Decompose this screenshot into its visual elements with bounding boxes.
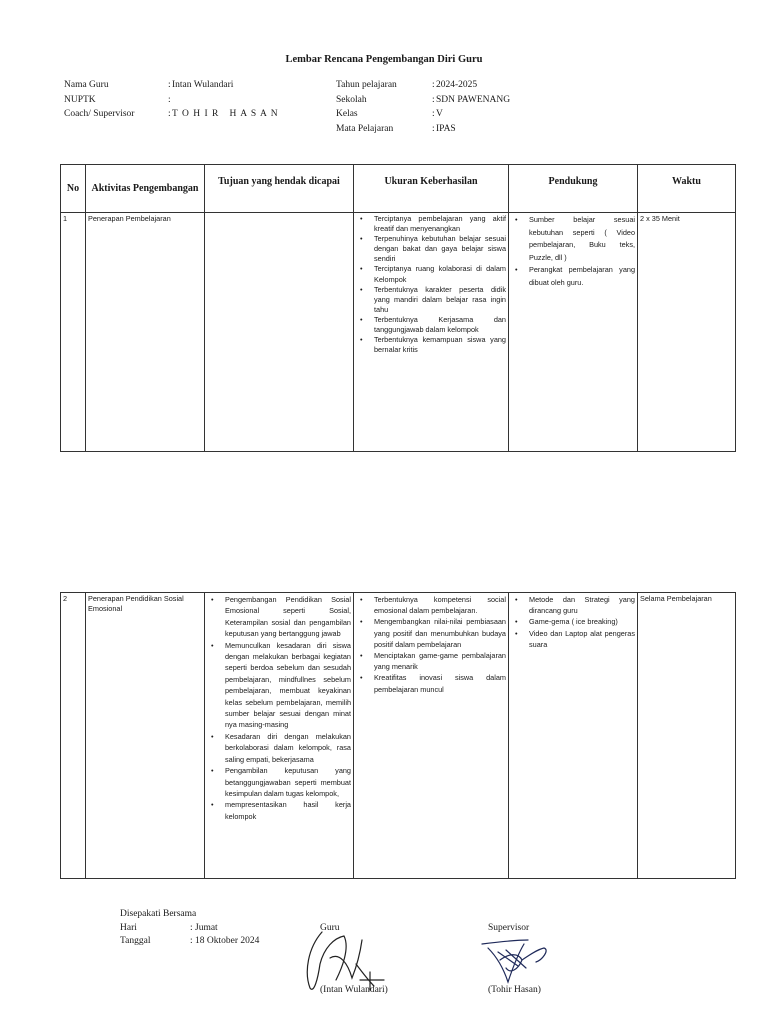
info-colon: : xyxy=(168,94,171,105)
info-colon: : xyxy=(432,123,435,134)
plan-table-2 xyxy=(60,592,736,879)
info-colon: : xyxy=(190,922,193,933)
list-item: • Terpenuhinya kebutuhan belajar sesuai dengan bakat dan gaya belajar siswa sendiri xyxy=(374,234,506,264)
info-value-kelas: V xyxy=(436,109,443,119)
info-colon: : xyxy=(168,80,171,90)
cell-pendukung xyxy=(509,213,637,290)
info-colon: : xyxy=(168,109,171,119)
cell-pendukung xyxy=(509,593,637,650)
supervisor-signature-icon xyxy=(478,930,556,988)
info-row-nama-guru xyxy=(64,78,279,93)
list-item: • Pengambilan keputusan yang betanggungjawaban seperti membuat kesimpulan dalam tugas kelompok, xyxy=(225,765,351,799)
guru-name: (Intan Wulandari) xyxy=(320,985,388,995)
table-header-row xyxy=(61,165,736,213)
cell-ukuran xyxy=(354,593,508,695)
info-colon: : xyxy=(432,80,435,90)
plan-table-1 xyxy=(60,164,736,452)
info-label: Kelas xyxy=(336,109,358,119)
info-row-nuptk xyxy=(64,93,279,108)
list-item: • Menciptakan game-game pembalajaran yang menarik xyxy=(374,650,506,672)
cell-tujuan xyxy=(205,593,353,822)
info-colon: : xyxy=(190,936,193,946)
footer-day-label: Hari xyxy=(120,922,137,933)
list-item: • Perangkat pembelajaran yang dibuat oleh guru. xyxy=(529,264,635,289)
list-item: • Metode dan Strategi yang dirancang guru xyxy=(529,594,635,616)
info-row-supervisor xyxy=(64,107,279,122)
cell-aktivitas: Penerapan Pendidikan Sosial Emosional xyxy=(88,594,184,614)
info-row-mapel xyxy=(336,122,510,137)
info-colon: : xyxy=(432,94,435,105)
supervisor-label: Supervisor xyxy=(488,923,530,933)
list-item: • Pengembangan Pendidikan Sosial Emosional seperti Sosial, Keterampilan sosial dan pengambilan keputusan yang bertanggung jawab xyxy=(225,594,351,640)
list-item: • Memunculkan kesadaran diri siswa dengan melakukan berbagai kegiatan seperti berdoa sebelum dan sesudah pembelajaran, mindfullnes sebelum pembelajaran, membuat keyakinan kelas sebelum pembelajaran, memilih sumber belajar sesuai dengan minat nya masing-masing xyxy=(225,640,351,731)
info-row-kelas xyxy=(336,107,510,122)
list-item: • Terbentuknya kemampuan siswa yang bernalar kritis xyxy=(374,335,506,355)
info-label: Nama Guru xyxy=(64,80,109,90)
footer-date-row xyxy=(120,935,259,949)
list-item: • Kreatifitas inovasi siswa dalam pembelajaran muncul xyxy=(374,672,506,694)
list-item: • Mengembangkan nilai-nilai pembiasaan yang positif dan menumbuhkan budaya positif dalam pembelajaran xyxy=(374,616,506,650)
list-item: • Terbentuknya karakter peserta didik yang mandiri dalam belajar rasa ingin tahu xyxy=(374,285,506,315)
info-label: Sekolah xyxy=(336,94,367,105)
list-item: • Terciptanya pembelajaran yang aktif kreatif dan menyenangkan xyxy=(374,214,506,234)
info-value-mapel: IPAS xyxy=(436,123,456,134)
table-row xyxy=(61,213,736,452)
header-aktivitas: Aktivitas Pengembangan xyxy=(86,165,205,213)
info-left xyxy=(64,78,279,122)
guru-label: Guru xyxy=(320,923,340,933)
table-row xyxy=(61,593,736,879)
info-value-nama-guru: Intan Wulandari xyxy=(172,80,234,90)
list-item: • Video dan Laptop alat pengeras suara xyxy=(529,628,635,650)
header-no: No xyxy=(61,165,86,213)
footer-date-label: Tanggal xyxy=(120,936,151,946)
list-item: • Sumber belajar sesuai kebutuhan seperti ( Video pembelajaran, Buku teks, Puzzle, dll ) xyxy=(529,214,635,264)
footer-day-value: Jumat xyxy=(195,922,218,933)
footer-agreement xyxy=(120,908,259,949)
footer-agreed-label: Disepakati Bersama xyxy=(120,909,197,919)
info-label: Tahun pelajaran xyxy=(336,80,397,90)
cell-waktu: Selama Pembelajaran xyxy=(640,594,712,603)
info-label: Mata Pelajaran xyxy=(336,123,394,134)
footer-day-row xyxy=(120,922,259,936)
info-row-sekolah xyxy=(336,93,510,108)
cell-aktivitas: Penerapan Pembelajaran xyxy=(88,214,171,223)
info-label: Coach/ Supervisor xyxy=(64,109,135,119)
cell-tujuan xyxy=(205,213,353,214)
list-item: • mempresentasikan hasil kerja kelompok xyxy=(225,799,351,822)
header-tujuan: Tujuan yang hendak dicapai xyxy=(205,165,354,213)
list-item: • Terbentuknya kompetensi social emosional dalam pembelajaran. xyxy=(374,594,506,616)
document-title: Lembar Rencana Pengembangan Diri Guru xyxy=(285,54,483,65)
header-pendukung: Pendukung xyxy=(509,165,638,213)
info-value-sekolah: SDN PAWENANG xyxy=(436,94,511,105)
cell-ukuran xyxy=(354,213,508,355)
list-item: • Game-gema ( ice breaking) xyxy=(529,616,635,627)
info-value-supervisor: T O H I R H A S A N xyxy=(172,109,279,119)
info-colon: : xyxy=(432,109,435,119)
info-row-tahun xyxy=(336,78,510,93)
list-item: • Kesadaran diri dengan melakukan berkolaborasi dalam kelompok, rasa saling empati, bekerjasama xyxy=(225,731,351,765)
list-item: • Terbentuknya Kerjasama dan tanggungjawab dalam kelompok xyxy=(374,315,506,335)
info-right xyxy=(336,78,510,136)
header-waktu: Waktu xyxy=(638,165,736,213)
footer-date-value: 18 Oktober 2024 xyxy=(195,936,260,946)
header-ukuran: Ukuran Keberhasilan xyxy=(354,165,509,213)
info-label: NUPTK xyxy=(64,94,96,105)
supervisor-name: (Tohir Hasan) xyxy=(488,985,541,995)
cell-no: 1 xyxy=(63,214,68,223)
info-value-tahun: 2024-2025 xyxy=(436,80,478,90)
cell-waktu: 2 x 35 Menit xyxy=(640,214,680,223)
list-item: • Terciptanya ruang kolaborasi di dalam Kelompok xyxy=(374,264,506,284)
cell-no: 2 xyxy=(63,594,68,603)
